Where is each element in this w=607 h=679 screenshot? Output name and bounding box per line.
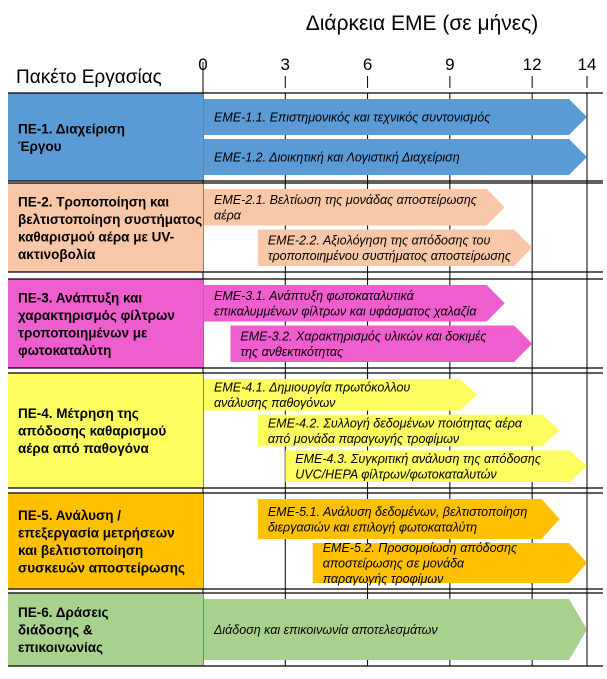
- axis-ticks: [198, 55, 596, 88]
- package-title-line: βελτιστοποίηση συστήματος: [18, 211, 203, 227]
- tick-label: 14: [577, 55, 597, 74]
- package-title-line: Έργου: [18, 138, 62, 154]
- package-title-line: καθαρισμού αέρα με UV-: [18, 229, 175, 245]
- package-code: ΠΕ-2.: [18, 194, 53, 210]
- task-label-line: ΕΜΕ-1.1. Επιστημονικός και τεχνικός συντονισμός: [214, 110, 491, 125]
- package-title-line: Τροποποίηση και: [52, 194, 170, 210]
- chart-title: Διάρκεια ΕΜΕ (σε μήνες): [305, 12, 539, 35]
- package-title-line: Ανάπτυξη και: [52, 290, 143, 306]
- package-title-line: Διαχείριση: [52, 121, 126, 137]
- task-label-line: ΕΜΕ-3.2. Χαρακτηρισμός υλικών και δοκιμές: [240, 329, 487, 344]
- task-label: [214, 151, 460, 165]
- task-label-line: ανάλυσης παθογόνων: [214, 396, 336, 411]
- work-package-pe5: [8, 493, 603, 589]
- task-label-line: της ανθεκτικότητας: [240, 345, 344, 359]
- package-title-line: Μέτρηση της: [52, 406, 139, 421]
- task-label: [214, 111, 491, 125]
- package-title-line: αέρα από παθογόνα: [18, 441, 149, 456]
- task-label-line: αέρα: [214, 208, 241, 223]
- task-label-line: ΕΜΕ-1.2. Διοικητική και Λογιστική Διαχείριση: [214, 150, 460, 165]
- package-code: ΠΕ-5.: [18, 507, 53, 523]
- package-label-cell: [8, 93, 203, 181]
- row-header: Πακέτο Εργασίας: [16, 67, 162, 88]
- package-code: ΠΕ-6.: [18, 605, 53, 620]
- task-label-line: ΕΜΕ-4.3. Συγκριτική ανάλυση της απόδοσης: [295, 451, 541, 466]
- package-code: ΠΕ-1.: [18, 121, 53, 137]
- work-packages: [8, 93, 603, 666]
- task-label-line: ΕΜΕ-3.1. Ανάπτυξη φωτοκαταλυτικά: [214, 289, 414, 303]
- task-label-line: ΕΜΕ-5.1. Ανάλυση δεδομένων, βελτιστοποίηση: [267, 504, 528, 519]
- task-label-line: επικαλυμμένων φίλτρων και υφάσματος χαλαζία: [214, 304, 477, 319]
- work-package-pe6: [8, 593, 603, 666]
- package-title-line: επεξεργασία μετρήσεων: [18, 525, 175, 541]
- tick-label: 6: [362, 55, 373, 74]
- package-title-line: Δράσεις: [52, 605, 109, 620]
- task-label-line: αποστείρωσης σε μονάδα: [322, 556, 465, 571]
- task-label-line: ΕΜΕ-2.2. Αξιολόγηση της απόδοσης του: [267, 233, 491, 248]
- package-code: ΠΕ-3.: [18, 290, 53, 306]
- task-label-line: από μονάδα παραγωγής τροφίμων: [267, 431, 460, 446]
- package-title-line: συσκευών αποστείρωσης: [18, 560, 185, 576]
- package-title-line: και βελτιστοποίηση: [18, 542, 144, 558]
- task-label-line: ΕΜΕ-4.1. Δημιουργία πρωτόκολλου: [214, 380, 411, 395]
- tick-label: 12: [522, 55, 542, 74]
- task-label: [268, 234, 512, 264]
- work-package-pe4: [8, 373, 603, 488]
- work-package-pe3: [8, 279, 603, 368]
- package-title-line: Ανάλυση /: [52, 507, 121, 523]
- tick-label: 9: [445, 55, 455, 74]
- task-label-line: παραγωγής τροφίμων: [322, 572, 444, 586]
- task-label-line: ΕΜΕ-4.2. Συλλογή δεδομένων ποιότητας αέρα: [267, 416, 523, 431]
- task-label-line: Διάδοση και επικοινωνία αποτελεσμάτων: [214, 623, 438, 637]
- package-title-line: τροποποιημένων με: [18, 325, 148, 341]
- package-title-line: χαρακτηρισμός φίλτρων: [18, 307, 175, 323]
- task-label-line: διεργασιών και επιλογή φωτοκαταλύτη: [267, 520, 478, 535]
- task-label: [213, 623, 438, 637]
- package-code: ΠΕ-4.: [18, 406, 53, 421]
- work-package-pe1: [8, 93, 603, 181]
- package-title-line: διάδοσης &: [18, 622, 93, 638]
- work-package-pe2: [8, 183, 603, 272]
- task-label-line: ΕΜΕ-5.2. Προσομοίωση απόδοσης: [322, 541, 518, 555]
- package-title-line: επικοινωνίας: [18, 640, 104, 655]
- tick-label: 3: [280, 55, 291, 74]
- package-title-line: ακτινοβολία: [18, 246, 96, 262]
- tick-label: 0: [198, 55, 208, 74]
- package-title-line: φωτοκαταλύτη: [18, 342, 112, 358]
- task-label-line: τροποποιημένου συστήματος αποστείρωσης: [267, 249, 511, 263]
- package-title-line: απόδοσης καθαρισμού: [18, 423, 167, 439]
- task-label-line: UVC/HEPA φίλτρων/φωτοκαταλυτών: [295, 467, 497, 482]
- task-label-line: ΕΜΕ-2.1. Βελτίωση της μονάδας αποστείρωσης: [214, 193, 477, 207]
